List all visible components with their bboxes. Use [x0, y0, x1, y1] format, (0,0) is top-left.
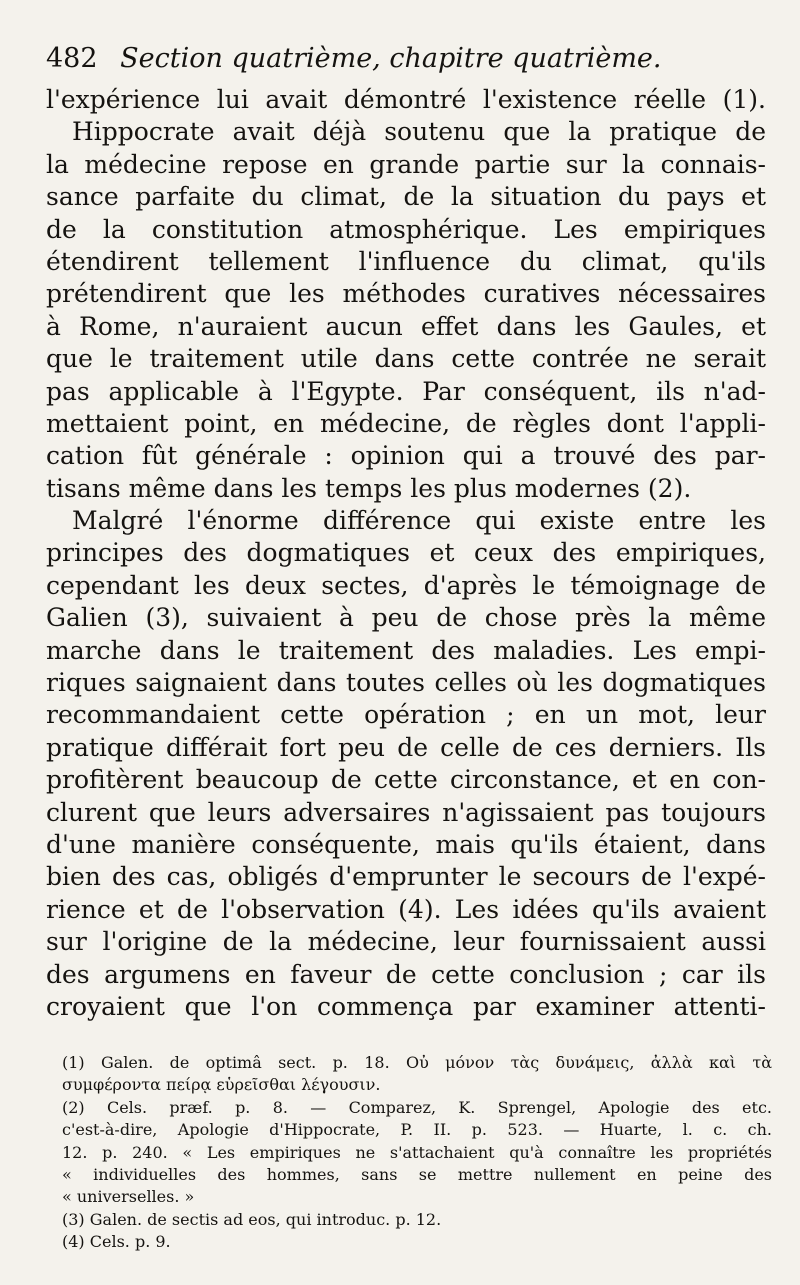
- text-line: riques saignaient dans toutes celles où les dogmatiques: [46, 668, 766, 698]
- text-line: à Rome, n'auraient aucun effet dans les Gaules, et: [46, 311, 766, 341]
- text-line: Hippocrate avait déjà soutenu que la pratique de: [72, 117, 766, 147]
- text-line: des argumens en faveur de cette conclusion ; car ils: [46, 959, 766, 989]
- footnotes: [62, 1052, 772, 1254]
- running-title: Section quatrième, chapitre quatrième.: [120, 43, 662, 74]
- text-line: l'expérience lui avait démontré l'existence réelle (1).: [46, 85, 766, 114]
- footnote-line: (1) Galen. de optimâ sect. p. 18. Οὐ μόνον τὰς δυνάμεις, ἀλλὰ καὶ τὰ: [62, 1053, 772, 1072]
- footnote-line: (2) Cels. præf. p. 8. — Comparez, K. Sprengel, Apologie des etc.: [62, 1097, 772, 1117]
- text-line: pratique différait fort peu de celle de ces derniers. Ils: [46, 732, 766, 762]
- text-line: marche dans le traitement des maladies. Les empi-: [46, 635, 766, 665]
- text-line: bien des cas, obligés d'emprunter le secours de l'expé-: [46, 862, 766, 892]
- text-line: étendirent tellement l'influence du climat, qu'ils: [46, 246, 766, 276]
- text-line: prétendirent que les méthodes curatives nécessaires: [46, 279, 766, 309]
- text-line: principes des dogmatiques et ceux des empiriques,: [46, 538, 766, 568]
- text-line: cation fût générale : opinion qui a trouvé des par-: [46, 441, 766, 471]
- text-line: profitèrent beaucoup de cette circonstance, et en con-: [46, 765, 766, 795]
- body-text: [46, 84, 766, 1023]
- text-line: Galien (3), suivaient à peu de chose près la même: [46, 603, 766, 633]
- footnote-line: συμφέροντα πείρᾳ εὑρεῖσθαι λέγουσιν.: [62, 1075, 381, 1095]
- text-line: tisans même dans les temps les plus modernes (2).: [46, 473, 692, 503]
- text-line: cependant les deux sectes, d'après le témoignage de: [46, 570, 766, 600]
- footnote-line: (4) Cels. p. 9.: [62, 1232, 171, 1252]
- text-line: sur l'origine de la médecine, leur fournissaient aussi: [46, 927, 766, 957]
- text-line: rience et de l'observation (4). Les idées qu'ils avaient: [46, 894, 766, 924]
- footnote-line: (3) Galen. de sectis ad eos, qui introduc. p. 12.: [62, 1209, 442, 1229]
- text-line: mettaient point, en médecine, de règles dont l'appli-: [46, 408, 766, 438]
- text-line: d'une manière conséquente, mais qu'ils étaient, dans: [46, 829, 766, 859]
- text-line: la médecine repose en grande partie sur la connais-: [46, 149, 766, 179]
- text-line: de la constitution atmosphérique. Les empiriques: [46, 214, 766, 244]
- page-header: [46, 42, 766, 76]
- text-line: recommandaient cette opération ; en un mot, leur: [46, 700, 766, 730]
- page-number: 482: [46, 43, 98, 74]
- text-line: croyaient que l'on commença par examiner attenti-: [46, 991, 766, 1021]
- text-line: pas applicable à l'Egypte. Par conséquent, ils n'ad-: [46, 376, 766, 406]
- footnote-line: c'est-à-dire, Apologie d'Hippocrate, P. II. p. 523. — Huarte, l. c. ch.: [62, 1120, 772, 1140]
- text-line: Malgré l'énorme différence qui existe entre les: [72, 506, 766, 536]
- text-line: sance parfaite du climat, de la situation du pays et: [46, 182, 766, 212]
- footnote-line: 12. p. 240. « Les empiriques ne s'attachaient qu'à connaître les propriétés: [62, 1142, 772, 1162]
- footnote-line: « universelles. »: [62, 1187, 195, 1207]
- text-line: clurent que leurs adversaires n'agissaient pas toujours: [46, 797, 766, 827]
- footnote-line: « individuelles des hommes, sans se mettre nullement en peine des: [62, 1164, 772, 1184]
- text-line: que le traitement utile dans cette contrée ne serait: [46, 344, 766, 374]
